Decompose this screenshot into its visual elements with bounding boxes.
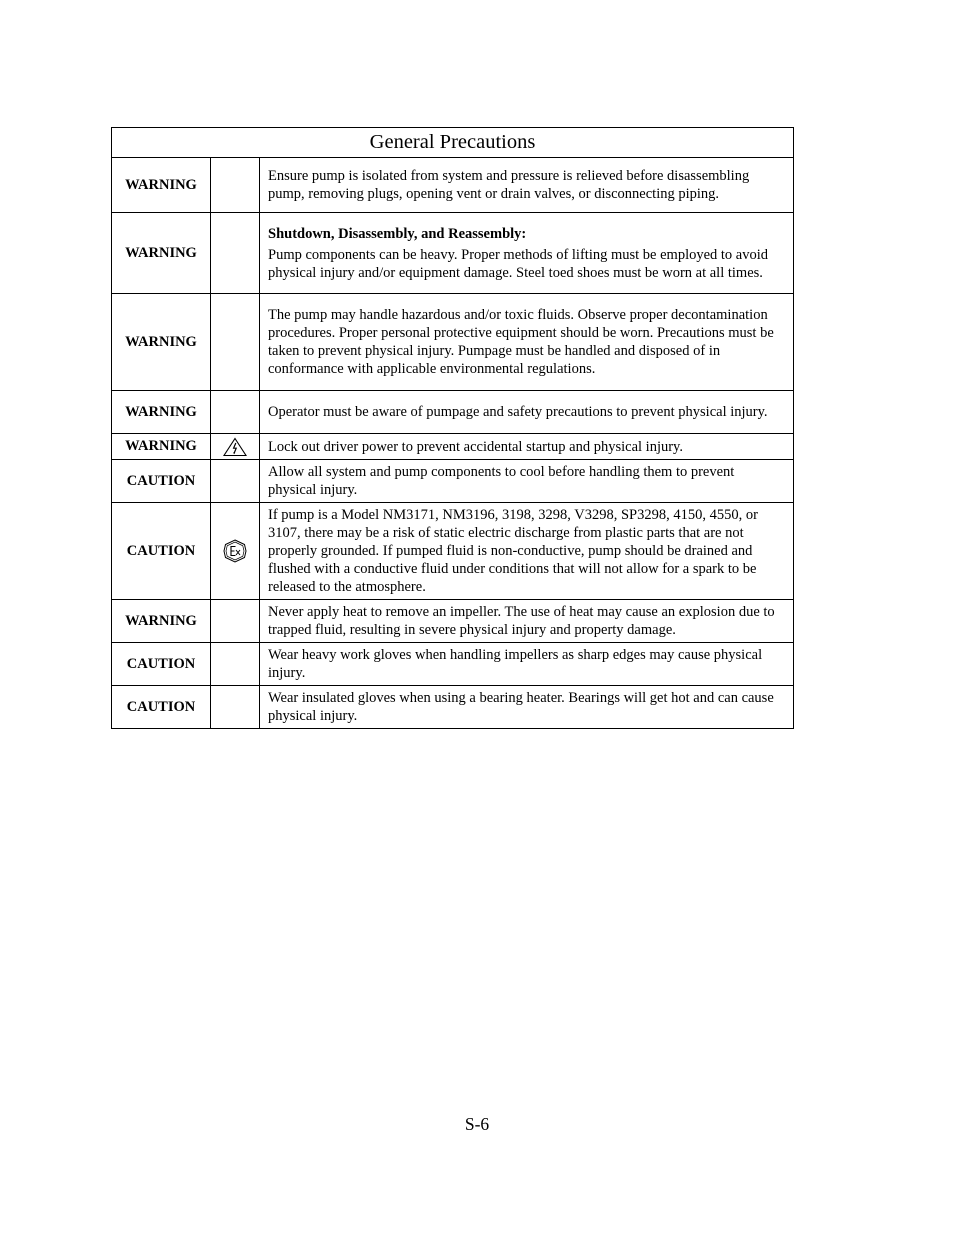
table-row xyxy=(112,600,794,643)
precaution-heading: Shutdown, Disassembly, and Reassembly: xyxy=(268,225,527,242)
page-number: S-6 xyxy=(464,1114,490,1134)
precaution-text-cell xyxy=(260,600,794,643)
explosion-proof-ex-icon xyxy=(223,539,247,563)
precaution-text: Lock out driver power to prevent accidental startup and physical injury. xyxy=(268,438,683,455)
precaution-icon-cell xyxy=(211,213,260,294)
precautions-table xyxy=(111,127,794,729)
table-row xyxy=(112,158,794,213)
table-row xyxy=(112,503,794,600)
precaution-text: Allow all system and pump components to cool before handling them to prevent physical injury. xyxy=(268,464,735,498)
table-title-row xyxy=(112,128,794,158)
precaution-icon-cell xyxy=(211,391,260,434)
table-row xyxy=(112,643,794,686)
precaution-icon-cell xyxy=(211,686,260,729)
electrical-hazard-icon xyxy=(223,437,247,457)
precaution-text: Operator must be aware of pumpage and safety precautions to prevent physical injury. xyxy=(268,404,768,420)
precaution-text-cell xyxy=(260,686,794,729)
precaution-text-cell xyxy=(260,158,794,213)
table-row xyxy=(112,434,794,460)
precaution-text-cell xyxy=(260,460,794,503)
precaution-icon-cell xyxy=(211,434,260,460)
table-row xyxy=(112,213,794,294)
precaution-label: CAUTION xyxy=(112,503,211,600)
precaution-text: Pump components can be heavy. Proper methods of lifting must be employed to avoid physical injury and/or equipment damage. Steel toed shoes must be worn at all times. xyxy=(268,246,769,281)
precaution-text: Wear heavy work gloves when handling impellers as sharp edges may cause physical injury. xyxy=(268,647,763,681)
precaution-text-cell xyxy=(260,503,794,600)
precaution-label: WARNING xyxy=(112,294,211,391)
precaution-icon-cell xyxy=(211,158,260,213)
table-row xyxy=(112,391,794,434)
precaution-label: WARNING xyxy=(112,434,211,460)
table-title: General Precautions xyxy=(112,128,794,158)
precaution-label: WARNING xyxy=(112,600,211,643)
precaution-text: Ensure pump is isolated from system and pressure is relieved before disassembling pump, removing plugs, opening vent or drain valves, or disconnecting piping. xyxy=(268,168,750,202)
precaution-icon-cell xyxy=(211,503,260,600)
precaution-text-cell xyxy=(260,213,794,294)
table-row xyxy=(112,294,794,391)
precaution-text: The pump may handle hazardous and/or toxic fluids. Observe proper decontamination procedures. Proper personal protective equipment should be worn. Precautions must be taken to prevent physical injury. Pumpage must be handled and disposed of in conformance with applicable environmental regulations. xyxy=(268,307,774,377)
precaution-label: CAUTION xyxy=(112,460,211,503)
precaution-text-cell xyxy=(260,434,794,460)
precaution-icon-cell xyxy=(211,294,260,391)
precaution-label: WARNING xyxy=(112,213,211,294)
precaution-label: WARNING xyxy=(112,158,211,213)
precaution-text-cell xyxy=(260,391,794,434)
precaution-icon-cell xyxy=(211,460,260,503)
precaution-label: CAUTION xyxy=(112,686,211,729)
precaution-text-cell xyxy=(260,294,794,391)
precaution-label: WARNING xyxy=(112,391,211,434)
precaution-text-cell xyxy=(260,643,794,686)
precaution-text: Wear insulated gloves when using a bearing heater. Bearings will get hot and can cause physical injury. xyxy=(268,690,774,724)
precaution-label: CAUTION xyxy=(112,643,211,686)
table-row xyxy=(112,460,794,503)
precaution-text: If pump is a Model NM3171, NM3196, 3198, 3298, V3298, SP3298, 4150, 4550, or 3107, there may be a risk of static electric discharge from plastic parts that are not properly grounded. If pumped fluid is non-conductive, pump should be drained and flushed with a conductive fluid under conditions that will not allow for a spark to be released to the atmosphere. xyxy=(268,507,758,595)
precaution-icon-cell xyxy=(211,643,260,686)
precaution-icon-cell xyxy=(211,600,260,643)
table-row xyxy=(112,686,794,729)
precaution-text: Never apply heat to remove an impeller. The use of heat may cause an explosion due to trapped fluid, resulting in severe physical injury and property damage. xyxy=(268,604,775,638)
